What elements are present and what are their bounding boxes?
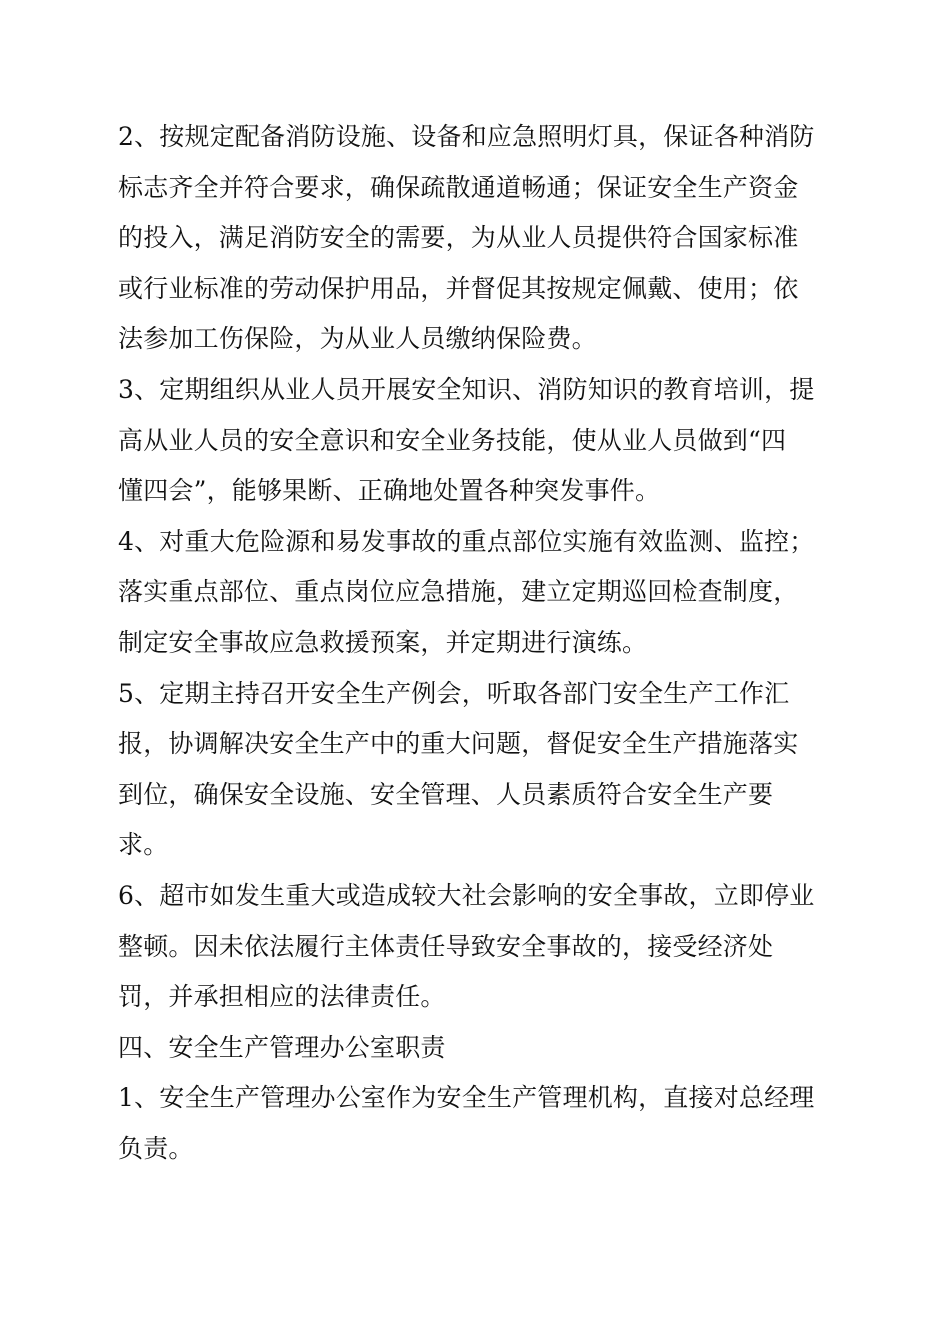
text-line: 高从业人员的安全意识和安全业务技能，使从业人员做到“四 bbox=[118, 425, 787, 455]
text-line: 落实重点部位、重点岗位应急措施，建立定期巡回检查制度， bbox=[118, 577, 799, 607]
text-line: 3、定期组织从业人员开展安全知识、消防知识的教育培训，提 bbox=[118, 374, 815, 404]
text-line: 4、对重大危险源和易发事故的重点部位实施有效监测、监控； bbox=[118, 526, 815, 556]
text-line: 罚，并承担相应的法律责任。 bbox=[118, 982, 446, 1012]
document-body bbox=[118, 112, 828, 1174]
text-line: 法参加工伤保险，为从业人员缴纳保险费。 bbox=[118, 324, 597, 354]
text-line: 标志齐全并符合要求，确保疏散通道畅通；保证安全生产资金 bbox=[118, 172, 799, 202]
text-line: 求。 bbox=[118, 830, 169, 860]
text-line: 报，协调解决安全生产中的重大问题，督促安全生产措施落实 bbox=[118, 729, 799, 759]
text-line: 整顿。因未依法履行主体责任导致安全事故的，接受经济处 bbox=[118, 931, 774, 961]
text-line: 2、按规定配备消防设施、设备和应急照明灯具，保证各种消防 bbox=[118, 122, 815, 151]
text-line: 制定安全事故应急救援预案，并定期进行演练。 bbox=[118, 627, 648, 657]
text-line: 6、超市如发生重大或造成较大社会影响的安全事故，立即停业 bbox=[118, 880, 815, 910]
text-line: 懂四会”，能够果断、正确地处置各种突发事件。 bbox=[118, 476, 661, 506]
text-line: 到位，确保安全设施、安全管理、人员素质符合安全生产要 bbox=[118, 779, 774, 809]
text-line: 负责。 bbox=[118, 1133, 194, 1163]
text-line: 或行业标准的劳动保护用品，并督促其按规定佩戴、使用；依 bbox=[118, 273, 799, 303]
section-heading: 四、安全生产管理办公室职责 bbox=[118, 1032, 446, 1062]
text-line: 的投入，满足消防安全的需要，为从业人员提供符合国家标准 bbox=[118, 223, 799, 253]
text-line: 1、安全生产管理办公室作为安全生产管理机构，直接对总经理 bbox=[118, 1083, 815, 1113]
text-line: 5、定期主持召开安全生产例会，听取各部门安全生产工作汇 bbox=[118, 678, 790, 708]
